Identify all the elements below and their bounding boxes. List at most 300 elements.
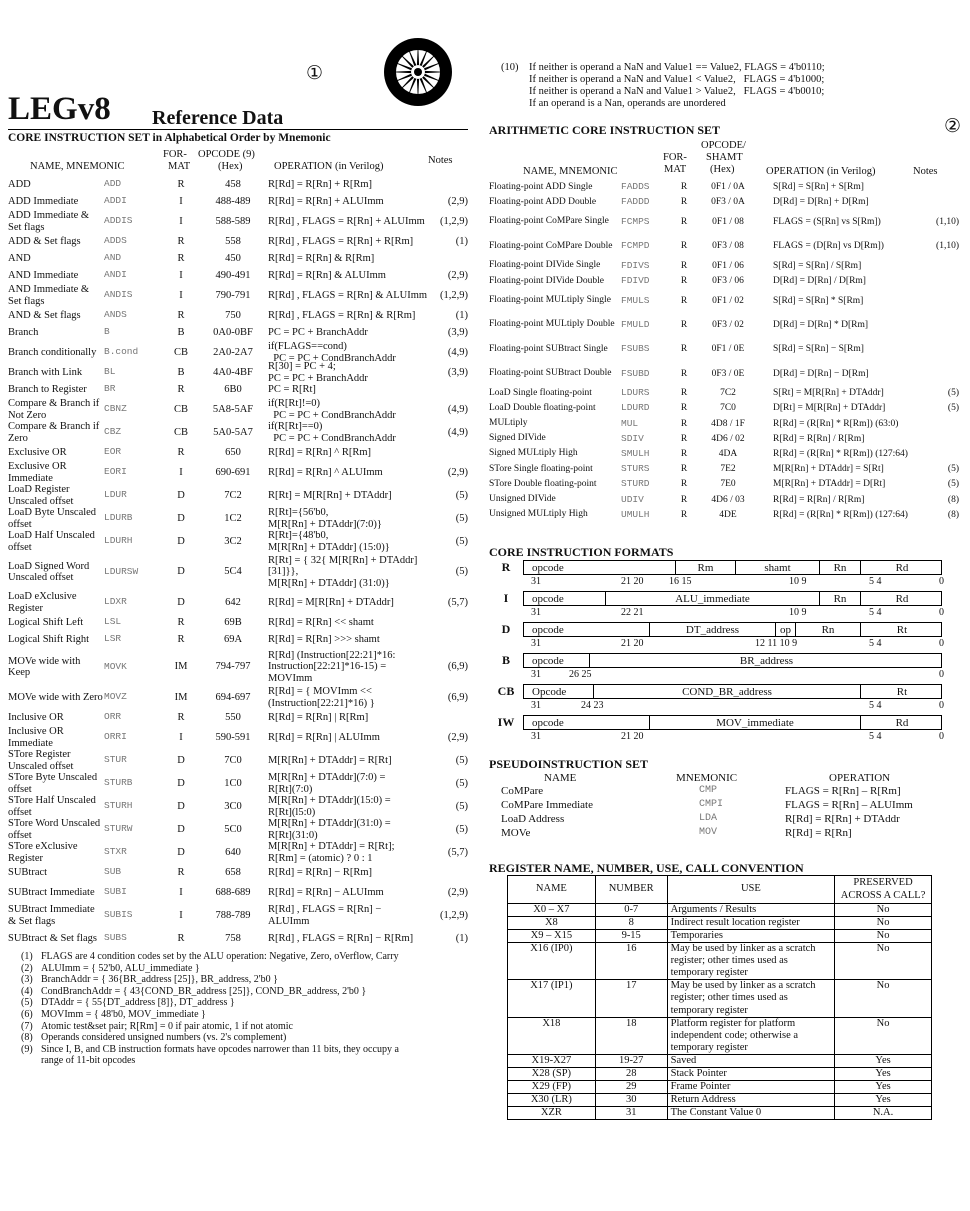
arith-format: R <box>680 509 688 520</box>
footnote-text: MOVImm = { 48'b0, MOV_immediate } <box>41 1009 206 1020</box>
arith-mnemonic: UDIV <box>621 493 644 505</box>
reg-name: X8 <box>508 917 596 930</box>
core-operation: R[Rd] = { MOVImm << (Instruction[22:21]*16) } <box>268 686 375 709</box>
arith-name: Floating-point CoMPare Double <box>489 240 613 251</box>
bit-label: 21 20 <box>621 731 644 742</box>
arith-operation: D[Rd] = D[Rn] * D[Rm] <box>773 320 869 331</box>
footnote-number: (2) <box>21 962 33 974</box>
core-notes: (1,2,9) <box>440 909 468 921</box>
reg-preserved: No <box>835 904 932 917</box>
reg-use: May be used by linker as a scratch register; other times used as temporary register <box>667 980 834 1017</box>
core-mnemonic: ANDI <box>104 269 127 281</box>
arith-name: STore Single floating-point <box>489 463 593 474</box>
core-name: STore eXclusive Register <box>8 841 81 864</box>
core-mnemonic: BR <box>104 383 116 395</box>
arith-name: Floating-point DIVide Double <box>489 275 604 286</box>
core-notes: (5) <box>455 823 468 835</box>
arith-mnemonic: FDIVD <box>621 275 650 287</box>
arith-col-op-1: OPCODE/ <box>701 140 746 151</box>
format-bits <box>489 731 959 743</box>
bit-label: 31 <box>531 576 541 587</box>
pseudo-name: MOVe <box>501 827 531 839</box>
core-notes: (4,9) <box>447 403 468 415</box>
bit-label: 24 23 <box>581 700 604 711</box>
core-operation: R[Rd] = R[Rn] ^ ALUImm <box>268 466 383 478</box>
reg-number: 0-7 <box>595 904 667 917</box>
reg-name: X16 (IP0) <box>508 943 596 980</box>
core-notes: (2,9) <box>447 731 468 743</box>
arith-row <box>489 260 959 273</box>
arith-mnemonic: FSUBS <box>621 343 650 355</box>
reg-col-preserved-2: ACROSS A CALL? <box>840 889 926 901</box>
core-mnemonic: EOR <box>104 446 122 458</box>
core-name: AND <box>8 252 31 264</box>
format-field: DT_address <box>650 623 776 637</box>
core-format: D <box>177 800 185 812</box>
core-name: SUBtract Immediate <box>8 886 95 898</box>
arith-notes <box>914 417 959 430</box>
core-name: STore Byte Unscaled offset <box>8 772 100 795</box>
reg-preserved: Yes <box>835 1080 932 1093</box>
core-notes: (6,9) <box>447 691 468 703</box>
core-operation: R[Rd] , FLAGS = R[Rn] + R[Rm] <box>268 235 414 247</box>
core-name: LoaD eXclusive Register <box>8 591 80 614</box>
arith-operation: S[Rd] = S[Rn] + S[Rm] <box>773 182 864 193</box>
core-mnemonic: STUR <box>104 754 127 766</box>
core-notes <box>423 865 468 880</box>
core-name: Branch conditionally <box>8 346 97 358</box>
core-row <box>8 554 468 590</box>
core-mnemonic: LDURSW <box>104 565 139 577</box>
core-row <box>8 905 468 926</box>
core-operation: if(R[Rt]!=0) PC = PC + CondBranchAddr <box>268 398 396 421</box>
format-field: opcode <box>524 716 650 730</box>
core-name: SUBtract Immediate & Set flags <box>8 904 98 927</box>
core-format: D <box>177 596 185 608</box>
format-field: opcode <box>524 592 606 606</box>
col-format-2: MAT <box>168 161 191 172</box>
core-mnemonic: ORR <box>104 711 122 723</box>
core-notes: (3,9) <box>447 366 468 378</box>
footnote-text: Operands considered unsigned numbers (vs. 2's complement) <box>41 1032 287 1044</box>
core-format: R <box>177 616 185 628</box>
arith-row <box>489 290 959 312</box>
core-notes: (5) <box>455 535 468 547</box>
core-opcode: 790-791 <box>215 289 251 301</box>
core-mnemonic: CBZ <box>104 426 122 438</box>
format-label: D <box>501 622 511 636</box>
arith-name: Floating-point DIVide Single <box>489 260 601 271</box>
core-name: Inclusive OR <box>8 711 64 723</box>
arith-notes: (5) <box>947 403 959 414</box>
note-10-line: If neither is operand a NaN and Value1 == Value2, FLAGS = 4'b0110; <box>529 62 825 73</box>
arith-opcode: 0F3 / 06 <box>712 276 744 287</box>
bit-label: 22 21 <box>621 607 644 618</box>
arith-format: R <box>680 217 688 228</box>
core-row <box>8 508 468 529</box>
col-name: NAME, MNEMONIC <box>30 161 125 172</box>
pseudo-operation: FLAGS = R[Rn] – ALUImm <box>785 799 913 811</box>
core-operation: R[Rt]={48'b0, M[R[Rn] + DTAddr] (15:0)} <box>268 530 390 553</box>
bit-label: 5 4 <box>869 638 882 649</box>
core-mnemonic: SUB <box>104 866 122 878</box>
reg-name: XZR <box>508 1107 596 1120</box>
core-format: D <box>177 777 185 789</box>
core-row <box>8 773 468 794</box>
core-format: I <box>179 909 183 921</box>
arith-col-op-2: SHAMT <box>706 152 743 163</box>
format-field: Rn <box>820 561 861 575</box>
core-format: D <box>177 846 185 858</box>
core-operation: M[R[Rn] + DTAddr](31:0) = R[Rt](31:0) <box>268 818 391 841</box>
format-field: ALU_immediate <box>606 592 820 606</box>
arith-row <box>489 493 959 506</box>
core-notes: (5) <box>455 566 468 578</box>
reg-use: Arguments / Results <box>667 904 834 917</box>
reg-use: The Constant Value 0 <box>667 1107 834 1120</box>
core-row <box>8 592 468 613</box>
core-operation: R[Rt]={56'b0, M[R[Rn] + DTAddr](7:0)} <box>268 507 382 530</box>
format-field: Rd <box>895 561 909 574</box>
core-notes: (5) <box>455 777 468 789</box>
reg-number: 19-27 <box>595 1054 667 1067</box>
arith-name: LoaD Double floating-point <box>489 402 596 413</box>
core-opcode: 6B0 <box>224 383 242 395</box>
core-row <box>8 531 468 552</box>
core-notes: (5) <box>455 754 468 766</box>
reg-preserved: No <box>835 1017 932 1054</box>
footnote-text: CondBranchAddr = { 43{COND_BR_address [25]}, COND_BR_address, 2'b0 } <box>41 985 367 997</box>
arith-row <box>489 463 959 476</box>
core-format: I <box>179 269 183 281</box>
arith-format: R <box>680 418 688 429</box>
format-box <box>523 591 942 606</box>
register-row <box>508 1093 932 1106</box>
pseudo-name: LoaD Address <box>501 813 565 825</box>
core-name: Exclusive OR <box>8 446 67 458</box>
core-format: R <box>177 866 185 878</box>
reg-number: 8 <box>595 917 667 930</box>
core-notes: (4,9) <box>447 426 468 438</box>
footnote-text: BranchAddr = { 36{BR_address [25]}, BR_address, 2'b0 } <box>41 974 278 986</box>
core-opcode: 750 <box>225 309 241 321</box>
core-operation: R[Rd] = R[Rn] >>> shamt <box>268 633 380 645</box>
format-field: Rn <box>820 592 861 606</box>
core-opcode: 690-691 <box>215 466 251 478</box>
arith-operation: M[R[Rn] + DTAddr] = D[Rt] <box>773 479 886 490</box>
core-name: ADD & Set flags <box>8 235 81 247</box>
col-format-1: FOR- <box>163 149 187 160</box>
arith-notes <box>914 196 959 209</box>
arith-name: Floating-point ADD Double <box>489 196 597 207</box>
core-mnemonic: MOVZ <box>104 691 127 703</box>
core-operation: PC = R[Rt] <box>268 383 316 395</box>
arith-mnemonic: FMULS <box>621 294 650 306</box>
core-format: I <box>179 195 183 207</box>
pseudo-section-title: PSEUDOINSTRUCTION SET <box>489 757 649 771</box>
core-opcode: 5A0-5A7 <box>213 426 253 438</box>
core-name: ADD Immediate & Set flags <box>8 210 92 233</box>
reg-col-preserved <box>835 876 932 904</box>
arith-opcode: 0F3 / 0E <box>711 368 745 379</box>
format-label: B <box>501 653 510 667</box>
reg-col-name: NAME <box>508 876 596 904</box>
core-name: LoaD Half Unscaled offset <box>8 530 98 553</box>
arith-format: R <box>680 197 688 208</box>
arith-operation: D[Rd] = D[Rn] − D[Rm] <box>773 368 869 379</box>
format-bits <box>489 576 959 588</box>
core-opcode: 5A8-5AF <box>212 403 254 415</box>
arith-operation: R[Rd] = R[Rn] / R[Rm] <box>773 494 865 505</box>
bit-label: 0 <box>939 669 944 680</box>
bit-label: 21 20 <box>621 576 644 587</box>
reg-number: 29 <box>595 1080 667 1093</box>
reg-col-number: NUMBER <box>595 876 667 904</box>
core-opcode: 640 <box>225 846 241 858</box>
core-row <box>8 285 468 306</box>
arith-col-fmt-2: MAT <box>664 164 687 175</box>
core-opcode: 7C2 <box>224 489 242 501</box>
arith-name: Floating-point CoMPare Single <box>489 216 609 227</box>
core-format: R <box>177 235 185 247</box>
bit-label: 0 <box>939 731 944 742</box>
core-row <box>8 632 468 647</box>
core-operation: R[Rd] = R[Rn] << shamt <box>268 616 374 628</box>
core-row <box>8 865 468 880</box>
arith-operation: S[Rd] = S[Rn] * S[Rm] <box>773 295 864 306</box>
arith-operation: FLAGS = (D[Rn] vs D[Rm]) <box>773 241 884 252</box>
bit-label: 0 <box>939 576 944 587</box>
core-operation: R[Rd] = R[Rn] | R[Rm] <box>268 711 369 723</box>
arith-opcode: 0F1 / 0A <box>711 182 745 193</box>
core-operation: M[R[Rn] + DTAddr] = R[Rt] <box>268 754 392 766</box>
core-operation: R[Rd] = M[R[Rn] + DTAddr] <box>268 596 394 608</box>
footnote-number: (5) <box>21 997 33 1009</box>
core-opcode: 0A0-0BF <box>213 326 253 338</box>
pseudo-mnemonic: LDA <box>699 813 718 824</box>
pseudo-operation: FLAGS = R[Rn] – R[Rm] <box>785 785 901 797</box>
core-mnemonic: LSR <box>104 633 122 645</box>
arith-col-fmt-1: FOR- <box>663 152 687 163</box>
core-notes: (3,9) <box>447 326 468 338</box>
core-mnemonic: ADDIS <box>104 215 133 227</box>
arith-mnemonic: STURD <box>621 478 650 490</box>
arith-row <box>489 448 959 461</box>
core-row <box>8 462 468 483</box>
arith-opcode: 0F1 / 08 <box>712 217 744 228</box>
core-notes: (1) <box>455 932 468 944</box>
core-format: R <box>177 178 185 190</box>
core-mnemonic: LDURH <box>104 535 133 547</box>
arith-operation: R[Rd] = R[Rn] / R[Rm] <box>773 433 865 444</box>
core-opcode: 794-797 <box>215 661 251 673</box>
format-box <box>523 653 942 668</box>
core-name: AND & Set flags <box>8 309 81 321</box>
core-format: D <box>177 489 185 501</box>
core-name: AND Immediate <box>8 269 79 281</box>
col-opcode-2: (Hex) <box>218 161 243 172</box>
bit-label: 10 9 <box>789 576 807 587</box>
reg-name: X19-X27 <box>508 1054 596 1067</box>
arith-notes: (5) <box>947 464 959 475</box>
arith-notes <box>914 314 959 336</box>
core-mnemonic: SUBIS <box>104 909 133 921</box>
reg-number: 18 <box>595 1017 667 1054</box>
arith-operation: R[Rd] = (R[Rn] * R[Rm]) (127:64) <box>773 509 908 520</box>
core-row <box>8 649 468 685</box>
core-row <box>8 382 468 397</box>
core-row <box>8 615 468 630</box>
core-opcode: 4A0-4BF <box>213 366 253 378</box>
format-field: Rd <box>895 592 909 605</box>
core-notes <box>423 710 468 725</box>
reg-preserved: No <box>835 917 932 930</box>
reg-use: Indirect result location register <box>667 917 834 930</box>
core-mnemonic: ADDS <box>104 235 127 247</box>
core-opcode: 694-697 <box>215 691 251 703</box>
core-opcode: 3C0 <box>224 800 242 812</box>
core-notes <box>423 615 468 630</box>
pseudo-col-mnemonic: MNEMONIC <box>676 772 738 784</box>
core-format: B <box>177 326 185 338</box>
note-10-line: If neither is operand a NaN and Value1 > Value2, FLAGS = 4'b0010; <box>529 86 825 97</box>
core-mnemonic: ADD <box>104 178 122 190</box>
core-format: CB <box>173 426 188 438</box>
core-mnemonic: LDXR <box>104 596 127 608</box>
arith-format: R <box>680 494 688 505</box>
format-field: Rn <box>796 623 861 637</box>
bit-label: 0 <box>939 638 944 649</box>
arith-row <box>489 181 959 194</box>
arith-format: R <box>680 320 688 331</box>
arith-name: MULtiply <box>489 417 528 428</box>
reg-name: X18 <box>508 1017 596 1054</box>
arith-row <box>489 433 959 446</box>
format-bits <box>489 700 959 712</box>
arith-name: Floating-point ADD Single <box>489 181 593 192</box>
reg-preserved: Yes <box>835 1054 932 1067</box>
core-mnemonic: SUBI <box>104 886 127 898</box>
core-format: R <box>177 633 185 645</box>
reg-preserved: Yes <box>835 1093 932 1106</box>
format-field: COND_BR_address <box>594 685 861 699</box>
footnote-text: DTAddr = { 55{DT_address [8]}, DT_address } <box>41 997 235 1009</box>
core-notes: (1,2,9) <box>440 289 468 301</box>
core-operation: if(R[Rt]==0) PC = PC + CondBranchAddr <box>268 421 396 444</box>
arith-format: R <box>680 344 688 355</box>
footnote <box>8 1056 468 1068</box>
core-opcode: 658 <box>225 866 241 878</box>
reg-use: Frame Pointer <box>667 1080 834 1093</box>
bit-label: 5 4 <box>869 731 882 742</box>
pseudo-col-operation: OPERATION <box>829 772 891 784</box>
pseudo-operation: R[Rd] = R[Rn] <box>785 827 852 839</box>
core-name: Branch <box>8 326 39 338</box>
arith-notes: (5) <box>947 479 959 490</box>
core-name: Logical Shift Right <box>8 633 90 645</box>
arith-row <box>489 314 959 336</box>
page-subtitle: Reference Data <box>152 107 284 129</box>
reg-name: X29 (FP) <box>508 1080 596 1093</box>
format-label: IW <box>497 715 515 729</box>
arith-mnemonic: FCMPD <box>621 240 650 252</box>
col-operation: OPERATION (in Verilog) <box>274 161 384 172</box>
bit-label: 10 9 <box>789 607 807 618</box>
core-notes: (2,9) <box>447 269 468 281</box>
core-mnemonic: STURB <box>104 777 133 789</box>
core-format: I <box>179 466 183 478</box>
reg-number: 28 <box>595 1067 667 1080</box>
core-mnemonic: LSL <box>104 616 122 628</box>
arith-format: R <box>680 368 688 379</box>
core-notes: (6,9) <box>447 661 468 673</box>
core-opcode: 458 <box>225 178 241 190</box>
arith-row <box>489 339 959 361</box>
core-opcode: 642 <box>225 596 241 608</box>
core-name: Inclusive OR Immediate <box>8 726 67 749</box>
core-operation: R[Rd] , FLAGS = R[Rn] & R[Rm] <box>268 309 416 321</box>
arith-row <box>489 387 959 400</box>
title-rule <box>8 129 468 130</box>
reg-use: Temporaries <box>667 930 834 943</box>
arith-notes <box>914 260 959 273</box>
footnote-text: range of 11-bit opcodes <box>41 1055 136 1067</box>
arith-format: R <box>680 241 688 252</box>
reg-preserved: No <box>835 943 932 980</box>
core-opcode: 490-491 <box>215 269 251 281</box>
arith-mnemonic: MUL <box>621 417 639 429</box>
pseudo-mnemonic: CMPI <box>699 799 724 810</box>
arith-format: R <box>680 388 688 399</box>
arith-name: Unsigned DIVide <box>489 493 556 504</box>
core-operation: R[Rd] = R[Rn] | ALUImm <box>268 731 380 743</box>
register-table <box>507 875 932 1120</box>
core-format: R <box>177 711 185 723</box>
format-bits <box>489 638 959 650</box>
format-label: CB <box>497 684 515 698</box>
core-format: R <box>177 383 185 395</box>
arith-operation: S[Rd] = S[Rn] − S[Rm] <box>773 344 864 355</box>
arith-row <box>489 275 959 288</box>
core-format: R <box>177 309 185 321</box>
core-format: IM <box>174 661 188 673</box>
core-header-row <box>8 147 468 177</box>
core-opcode: 650 <box>225 446 241 458</box>
arith-format: R <box>680 433 688 444</box>
core-format: D <box>177 535 185 547</box>
format-field: Rt <box>896 623 908 636</box>
core-mnemonic: STURH <box>104 800 133 812</box>
core-name: LoaD Signed Word Unscaled offset <box>8 560 92 583</box>
format-label: R <box>501 560 511 574</box>
reg-use: Platform register for platform independent code; otherwise a temporary register <box>667 1017 834 1054</box>
arith-opcode: 4DA <box>718 449 738 460</box>
pseudo-table <box>489 771 959 843</box>
bit-label: 31 <box>531 731 541 742</box>
arith-row <box>489 478 959 491</box>
core-row <box>8 234 468 249</box>
core-operation: M[R[Rn] + DTAddr] = R[Rt]; R[Rm] = (atomic) ? 0 : 1 <box>268 841 395 864</box>
format-field: opcode <box>524 623 650 637</box>
core-format: D <box>177 754 185 766</box>
core-mnemonic: EORI <box>104 466 127 478</box>
footnote-number: (1) <box>21 951 33 962</box>
core-opcode: 5C0 <box>224 823 242 835</box>
format-box <box>523 715 942 730</box>
core-opcode: 1C0 <box>224 777 242 789</box>
reg-number: 17 <box>595 980 667 1017</box>
arith-operation: D[Rd] = D[Rn] / D[Rm] <box>773 276 866 287</box>
